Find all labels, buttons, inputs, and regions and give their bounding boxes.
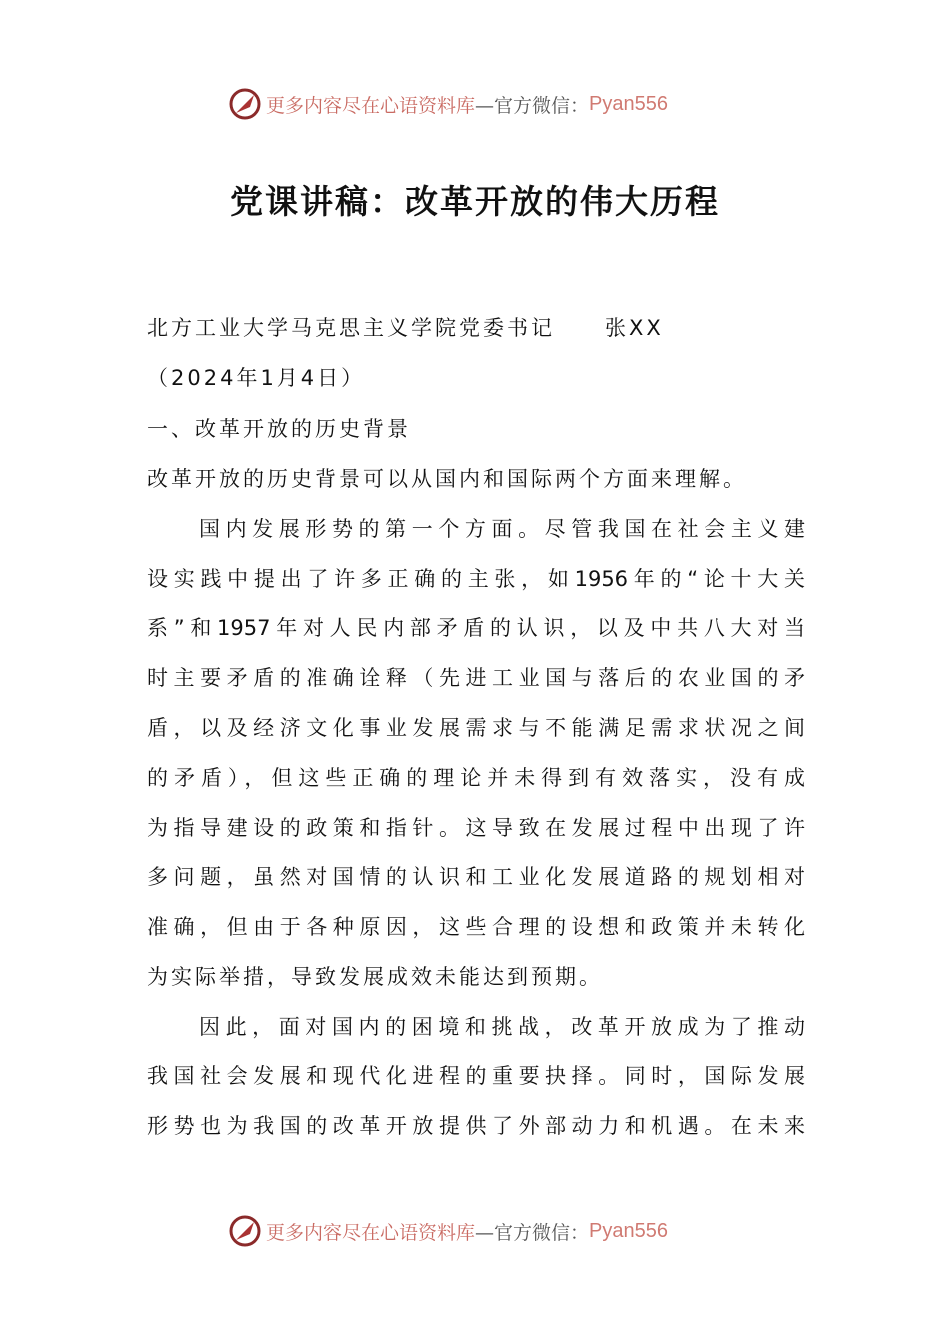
paragraph-line: 因此，面对国内的困境和挑战，改革开放成为了推动 bbox=[199, 1015, 805, 1039]
watermark-id: Pyan556 bbox=[589, 92, 668, 115]
watermark-label: —官方微信： bbox=[475, 1221, 590, 1244]
paragraph-line: 的矛盾），但这些正确的理论并未得到有效落实，没有成 bbox=[147, 766, 805, 790]
paragraph-line: 改革开放的历史背景可以从国内和国际两个方面来理解。 bbox=[147, 467, 747, 491]
document-title: 党课讲稿：改革开放的伟大历程 bbox=[230, 182, 720, 221]
watermark-footer bbox=[228, 1213, 668, 1249]
paragraph-line: 时主要矛盾的准确诠释（先进工业国与落后的农业国的矛 bbox=[147, 666, 805, 690]
paragraph-line: 为实际举措，导致发展成效未能达到预期。 bbox=[147, 965, 603, 989]
author-affiliation: 北方工业大学马克思主义学院党委书记 bbox=[147, 316, 555, 340]
watermark-text: 更多内容尽在心语资料库 bbox=[266, 1221, 476, 1244]
quill-logo-icon bbox=[228, 1214, 262, 1248]
watermark-header bbox=[228, 86, 668, 122]
paragraph-line: 国内发展形势的第一个方面。尽管我国在社会主义建 bbox=[199, 517, 805, 541]
quill-logo-icon bbox=[228, 87, 262, 121]
watermark-id: Pyan556 bbox=[589, 1219, 668, 1242]
paragraph-line: 盾，以及经济文化事业发展需求与不能满足需求状况之间 bbox=[147, 716, 805, 740]
paragraph-line: 为指导建设的政策和指针。这导致在发展过程中出现了许 bbox=[147, 816, 805, 840]
document-date: （2024年1月4日） bbox=[147, 366, 366, 390]
author-name: 张XX bbox=[605, 316, 664, 340]
paragraph-line: 多问题，虽然对国情的认识和工业化发展道路的规划相对 bbox=[147, 865, 805, 889]
watermark-label: —官方微信： bbox=[475, 94, 590, 117]
watermark-text: 更多内容尽在心语资料库 bbox=[266, 94, 476, 117]
paragraph-line: 准确，但由于各种原因，这些合理的设想和政策并未转化 bbox=[147, 915, 805, 939]
paragraph-line: 系”和1957年对人民内部矛盾的认识，以及中共八大对当 bbox=[147, 616, 805, 640]
author-line bbox=[147, 313, 805, 343]
paragraph-line: 形势也为我国的改革开放提供了外部动力和机遇。在未来 bbox=[147, 1114, 805, 1138]
paragraph-line: 我国社会发展和现代化进程的重要抉择。同时，国际发展 bbox=[147, 1064, 805, 1088]
paragraph-line: 设实践中提出了许多正确的主张，如1956年的“论十大关 bbox=[147, 567, 805, 591]
section-heading: 一、改革开放的历史背景 bbox=[147, 417, 411, 441]
